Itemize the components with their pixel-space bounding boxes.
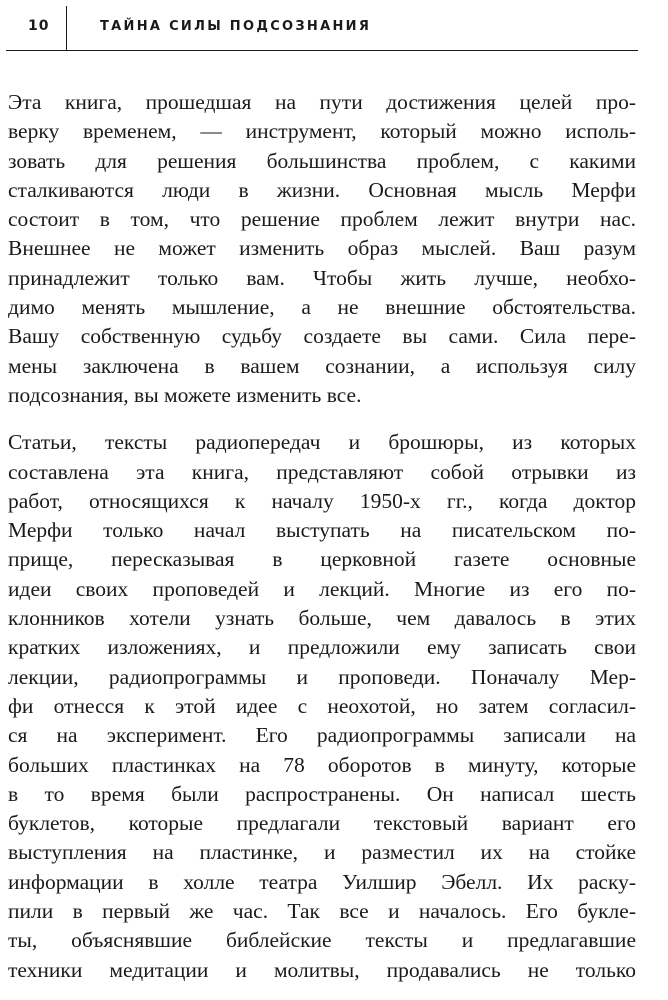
text-line: в то время были распространены. Он написал шесть	[8, 781, 636, 806]
text-line: Статьи, тексты радиопередач и брошюры, из которых	[8, 430, 636, 455]
page-number: 10	[28, 18, 50, 34]
text-line: ты, объяснявшие библейские тексты и предлагавшие	[8, 928, 636, 953]
text-line: Эта книга, прошедшая на пути достижения целей про-	[8, 90, 636, 114]
text-line: ся на эксперимент. Его радиопрограммы записали на	[8, 723, 636, 748]
text-line: зовать для решения большинства проблем, с какими	[8, 148, 636, 173]
text-line: составлена эта книга, представляют собой отрывки из	[8, 459, 636, 484]
text-line: мены заключена в вашем сознании, а используя силу	[8, 353, 636, 378]
text-line: идеи своих проповедей и лекций. Многие из его по-	[8, 576, 636, 601]
text-line: Мерфи только начал выступать на писательском по-	[8, 518, 636, 543]
paragraph-2	[8, 428, 636, 985]
text-line: верку временем, — инструмент, который можно исполь-	[8, 119, 636, 144]
text-line: кратких изложениях, и предложили ему записать свои	[8, 635, 636, 660]
body-text	[8, 88, 636, 985]
paragraph-1	[8, 88, 636, 410]
text-line: работ, относящихся к началу 1950-х гг., когда доктор	[8, 488, 636, 513]
text-line: принадлежит только вам. Чтобы жить лучше, необхо-	[8, 265, 636, 290]
text-line: димо менять мышление, а не внешние обстоятельства.	[8, 295, 636, 320]
text-line: пили в первый же час. Так все и началось. Его букле-	[8, 899, 636, 924]
running-title: ТАЙНА СИЛЫ ПОДСОЗНАНИЯ	[100, 19, 372, 34]
text-line: информации в холле театра Уилшир Эбелл. Их раску-	[8, 869, 636, 894]
text-line: буклетов, которые предлагали текстовый вариант его	[8, 811, 636, 836]
text-line: лекции, радиопрограммы и проповеди. Поначалу Мер-	[8, 664, 636, 689]
header-rule	[6, 50, 638, 51]
text-line: Внешнее не может изменить образ мыслей. Ваш разум	[8, 236, 636, 261]
text-line: техники медитации и молитвы, продавались не только	[8, 957, 636, 982]
text-line: фи отнесся к этой идее с неохотой, но затем согласил-	[8, 693, 636, 718]
text-line: выступления на пластинке, и разместил их на стойке	[8, 840, 636, 865]
text-line: подсознания, вы можете изменить все.	[8, 382, 362, 407]
text-line: прище, пересказывая в церковной газете основные	[8, 547, 636, 572]
header-divider	[66, 6, 67, 50]
text-line: клонников хотели узнать больше, чем давалось в этих	[8, 606, 636, 631]
text-line: Вашу собственную судьбу создаете вы сами. Сила пере-	[8, 324, 636, 349]
text-line: состоит в том, что решение проблем лежит внутри нас.	[8, 207, 636, 232]
text-line: больших пластинках на 78 оборотов в минуту, которые	[8, 752, 636, 777]
page-header	[0, 0, 668, 52]
text-line: сталкиваются люди в жизни. Основная мысль Мерфи	[8, 177, 636, 202]
